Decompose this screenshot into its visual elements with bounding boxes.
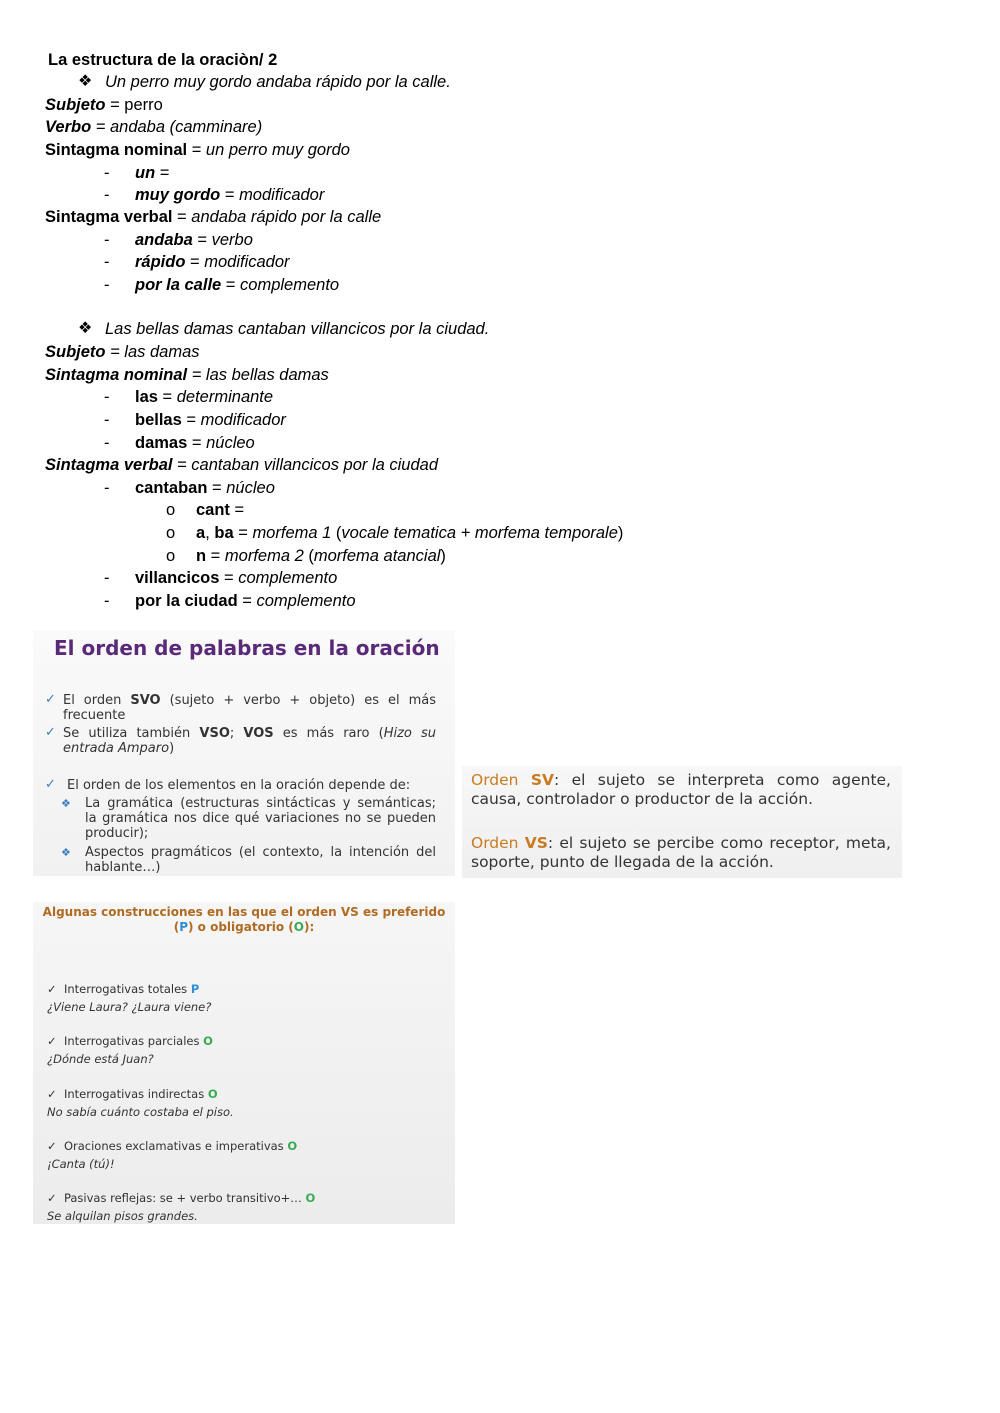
list-dash: - [104,479,110,497]
example2-sv-item: villancicos = complemento [135,569,338,587]
diamond-bullet-icon: ❖ [61,846,71,859]
circle-bullet-icon: o [166,547,176,565]
example1-sv-item: por la calle = complemento [135,276,340,294]
construction-item: ✓ Interrogativas indirectas O [47,1087,218,1101]
slide1-item: El orden SVO (sujeto + verbo + objeto) es el más frecuente [63,693,436,723]
example2-sn-item: damas = núcleo [135,434,255,452]
example1-verb: Verbo = andaba (camminare) [45,118,263,136]
slide1-title: El orden de palabras en la oración [54,636,440,660]
construction-item: ✓ Pasivas reflejas: se + verbo transitivo+… O [47,1191,316,1205]
construction-example: No sabía cuánto costaba el piso. [47,1105,234,1119]
list-dash: - [104,592,110,610]
list-dash: - [104,231,110,249]
slide2-sv-text: Orden SV: el sujeto se interpreta como agente, causa, controlador o productor de la acción. [471,771,891,808]
list-dash: - [104,388,110,406]
example1-sn-item: muy gordo = modificador [135,186,325,204]
slide1-subitem: La gramática (estructuras sintácticas y semánticas; la gramática nos dice qué variaciones no se pueden producir); [85,796,436,841]
construction-item: ✓ Interrogativas parciales O [47,1034,213,1048]
morph-item: a, ba = morfema 1 (vocale tematica + morfema temporale) [196,524,624,542]
construction-example: ¿Dónde está Juan? [47,1052,154,1066]
diamond-bullet-icon: ❖ [61,797,71,810]
example1-sv: Sintagma verbal = andaba rápido por la calle [45,208,382,226]
example1-subject: Subjeto = perro [45,96,163,114]
list-dash: - [104,411,110,429]
list-dash: - [104,164,110,182]
list-dash: - [104,276,110,294]
example2-sn-item: bellas = modificador [135,411,286,429]
list-dash: - [104,253,110,271]
example2-sn-item: las = determinante [135,388,274,406]
example1-sv-item: andaba = verbo [135,231,253,249]
construction-example: ¡Canta (tú)! [47,1157,115,1171]
circle-bullet-icon: o [166,501,176,519]
slide-vs-constructions [33,902,455,1224]
construction-example: ¿Viene Laura? ¿Laura viene? [47,1000,212,1014]
morph-item: cant = [196,501,245,519]
example2-sn: Sintagma nominal = las bellas damas [45,366,329,384]
document-title: La estructura de la oraciòn/ 2 [48,51,278,69]
diamond-bullet-icon: ❖ [78,73,93,90]
slide1-item: Se utiliza también VSO; VOS es más raro (Hizo su entrada Amparo) [63,726,437,756]
check-icon: ✓ [45,692,56,707]
example2-sv: Sintagma verbal = cantaban villancicos por la ciudad [45,456,439,474]
list-dash: - [104,186,110,204]
example1-sentence: Un perro muy gordo andaba rápido por la calle. [105,73,451,91]
diamond-bullet-icon: ❖ [78,320,93,337]
slide-sv-vs [462,766,902,878]
slide1-item: El orden de los elementos en la oración depende de: [67,778,411,793]
circle-bullet-icon: o [166,524,176,542]
list-dash: - [104,434,110,452]
check-icon: ✓ [45,725,56,740]
morph-item: n = morfema 2 (morfema atancial) [196,547,446,565]
slide2-vs-text: Orden VS: el sujeto se percibe como receptor, meta, soporte, punto de llegada de la acción. [471,834,891,871]
construction-example: Se alquilan pisos grandes. [47,1209,198,1223]
example1-sn-item: un = [135,164,170,182]
example1-sn: Sintagma nominal = un perro muy gordo [45,141,350,159]
example2-subject: Subjeto = las damas [45,343,200,361]
slide1-subitem: Aspectos pragmáticos (el contexto, la intención del hablante…) [85,845,436,875]
example2-sentence: Las bellas damas cantaban villancicos por la ciudad. [105,320,490,338]
list-dash: - [104,569,110,587]
example2-sv-item: por la ciudad = complemento [135,592,356,610]
example2-sv-item: cantaban = núcleo [135,479,275,497]
construction-item: ✓ Oraciones exclamativas e imperativas O [47,1139,298,1153]
slide-word-order [33,630,455,876]
construction-item: ✓ Interrogativas totales P [47,982,200,996]
slide3-title: Algunas construcciones en las que el orden VS es preferido (P) o obligatorio (O): [42,905,446,934]
example1-sv-item: rápido = modificador [135,253,290,271]
check-icon: ✓ [45,777,56,792]
